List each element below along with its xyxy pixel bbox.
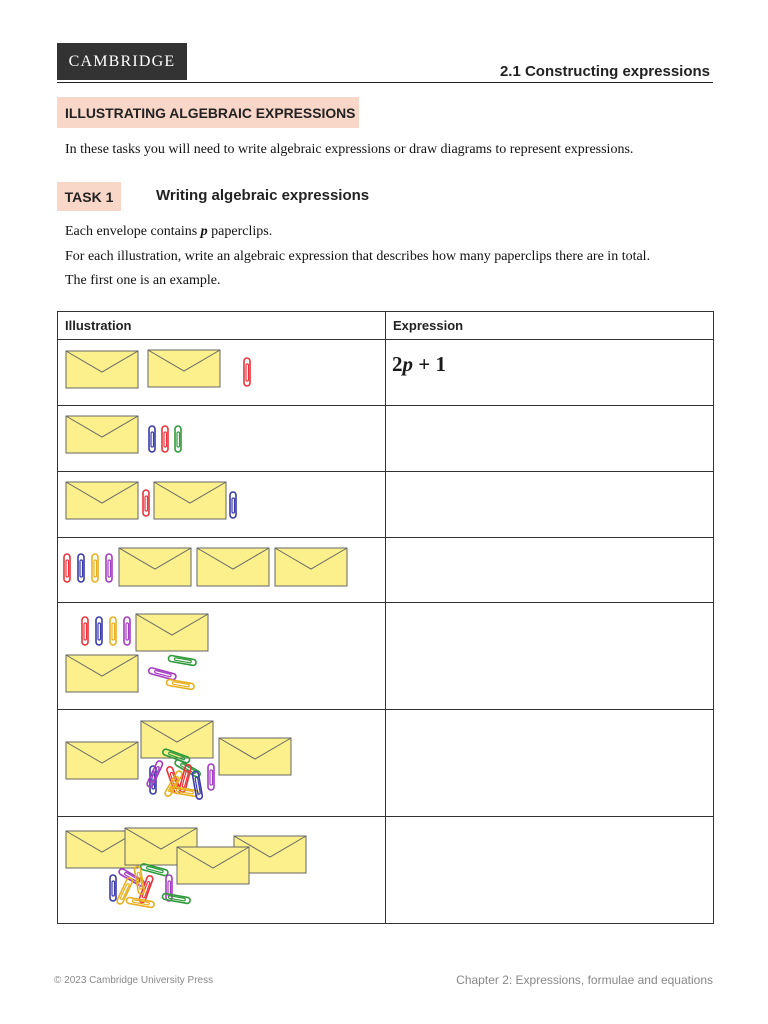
paperclip-icon <box>96 617 102 645</box>
table-row <box>58 472 714 538</box>
expr-var: p <box>402 352 413 376</box>
illustration-2 <box>58 406 384 466</box>
header-divider <box>57 82 713 83</box>
paperclip-icon <box>230 492 236 518</box>
illustration-cell <box>58 710 386 817</box>
envelope-icon <box>275 548 347 586</box>
paperclip-icon <box>82 617 88 645</box>
envelope-icon <box>119 548 191 586</box>
illustration-4 <box>58 538 384 597</box>
paperclip-icon <box>92 554 98 582</box>
envelope-icon <box>197 548 269 586</box>
paperclip-icon <box>124 617 130 645</box>
table-row <box>58 603 714 710</box>
illustration-cell <box>58 538 386 603</box>
example-expression <box>386 340 713 377</box>
envelope-icon <box>148 350 220 387</box>
paperclip-icon <box>175 426 181 452</box>
task-line-1-start: Each envelope contains <box>65 224 201 239</box>
illustration-3 <box>58 472 384 532</box>
illustration-5 <box>58 603 384 704</box>
paperclip-icon <box>162 426 168 452</box>
illustration-cell <box>58 406 386 472</box>
section-band-title <box>57 97 359 128</box>
illustration-cell <box>58 340 386 406</box>
envelope-icon <box>66 742 138 779</box>
task-label: TASK 1 <box>57 182 121 211</box>
paperclip-icon <box>78 554 84 582</box>
expression-cell[interactable] <box>386 538 714 603</box>
expression-cell[interactable] <box>386 472 714 538</box>
illustration-6 <box>58 710 384 811</box>
table-row <box>58 538 714 603</box>
envelope-icon <box>66 655 138 692</box>
expr-rest: + 1 <box>413 352 446 376</box>
paperclip-icon <box>166 679 195 690</box>
paperclip-icon <box>106 554 112 582</box>
footer-chapter: Chapter 2: Expressions, formulae and equations <box>456 973 713 987</box>
section-title: 2.1 Constructing expressions <box>499 63 710 80</box>
table-row <box>58 406 714 472</box>
header-illustration: Illustration <box>58 312 386 340</box>
paperclip-icon <box>244 358 250 386</box>
envelope-icon <box>154 482 226 519</box>
envelope-icon <box>136 614 208 651</box>
illustration-1 <box>58 340 384 400</box>
paperclip-icon <box>168 655 197 666</box>
band-title-text: ILLUSTRATING ALGEBRAIC EXPRESSIONS <box>65 104 356 121</box>
task-line-2: For each illustration, write an algebraic expression that describes how many paperclips there are in total. <box>65 249 651 264</box>
header-expression: Expression <box>386 312 714 340</box>
illustration-cell <box>58 817 386 924</box>
table-row <box>58 710 714 817</box>
paperclip-icon <box>110 875 116 901</box>
paperclip-icon <box>143 490 149 516</box>
table-row <box>58 817 714 924</box>
logo-text: CAMBRIDGE <box>68 52 176 70</box>
envelope-icon <box>177 847 249 884</box>
envelope-icon <box>219 738 291 775</box>
task-title: Writing algebraic expressions <box>156 187 370 204</box>
paperclip-icon <box>64 554 70 582</box>
intro-text: In these tasks you will need to write algebraic expressions or draw diagrams to represent expressions. <box>65 142 634 157</box>
paperclip-icon <box>208 764 214 790</box>
cambridge-logo <box>57 43 187 80</box>
expression-cell[interactable] <box>386 603 714 710</box>
task-line-1 <box>65 224 715 240</box>
expr-coef: 2 <box>392 352 403 376</box>
expression-cell[interactable] <box>386 710 714 817</box>
envelope-icon <box>66 416 138 453</box>
paperclip-icon <box>149 426 155 452</box>
illustration-cell <box>58 603 386 710</box>
illustration-cell <box>58 472 386 538</box>
footer-copyright: © 2023 Cambridge University Press <box>54 975 214 986</box>
table-header-row <box>58 312 714 340</box>
expression-cell[interactable] <box>386 340 714 406</box>
expression-cell[interactable] <box>386 406 714 472</box>
illustration-7 <box>58 817 384 918</box>
illustration-expression-table <box>57 311 714 924</box>
paperclip-icon <box>110 617 116 645</box>
table-row <box>58 340 714 406</box>
envelope-icon <box>66 482 138 519</box>
envelope-icon <box>66 351 138 388</box>
task-line-3: The first one is an example. <box>65 273 221 288</box>
paperclip-icon <box>148 667 177 680</box>
expression-cell[interactable] <box>386 817 714 924</box>
task-line-1-end: paperclips. <box>207 224 273 239</box>
variable-p: p <box>200 224 208 239</box>
